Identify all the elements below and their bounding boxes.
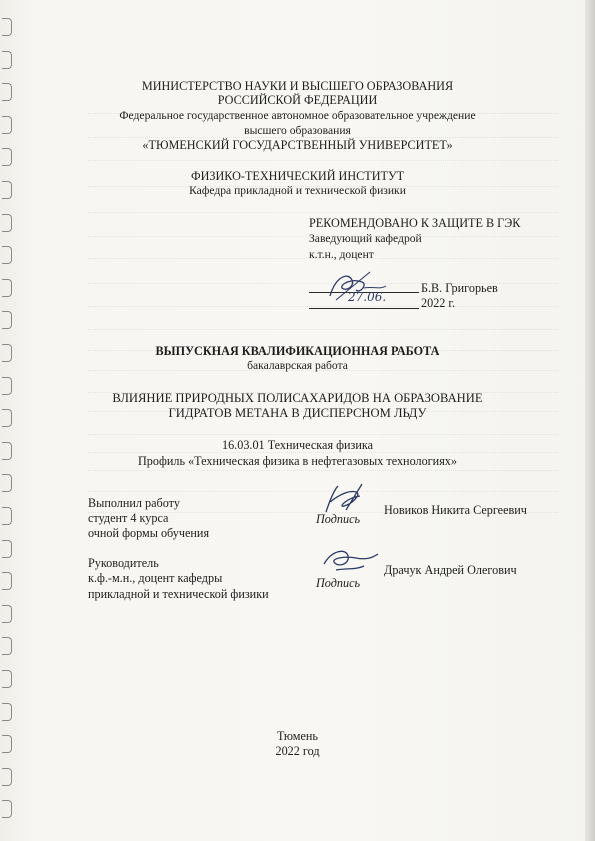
binding-ring (2, 279, 12, 297)
supervisor-signature-label: Подпись (316, 576, 361, 590)
footer-city: Тюмень (277, 729, 318, 743)
institution-line-2: высшего образования (244, 124, 351, 137)
binding-ring (2, 246, 12, 264)
footer-year: 2022 год (275, 744, 320, 758)
bleed-through-line (88, 434, 558, 436)
author-line-2: студент 4 курса (88, 511, 169, 525)
binding-ring (2, 311, 12, 329)
supervisor-line-3: прикладной и технической физики (88, 587, 269, 601)
approval-year: 2022 г. (421, 296, 456, 310)
binding-ring (2, 605, 12, 623)
work-subtype: бакалаврская работа (247, 359, 348, 372)
bleed-through-line (88, 160, 558, 162)
supervisor-line-2: к.ф.-м.н., доцент кафедры (88, 571, 223, 585)
approval-degree: к.т.н., доцент (309, 248, 374, 261)
ministry-line-2: РОССИЙСКОЙ ФЕДЕРАЦИИ (217, 93, 378, 107)
binding-ring (2, 540, 12, 558)
thesis-title-line-1: ВЛИЯНИЕ ПРИРОДНЫХ ПОЛИСАХАРИДОВ НА ОБРАЗОВАНИЕ (112, 391, 483, 405)
author-name: Новиков Никита Сергеевич (384, 503, 527, 517)
work-type: ВЫПУСКНАЯ КВАЛИФИКАЦИОННАЯ РАБОТА (155, 344, 440, 358)
author-line-3: очной формы обучения (88, 526, 210, 540)
profile: Профиль «Техническая физика в нефтегазовых технологиях» (137, 454, 457, 468)
institution-line-1: Федеральное государственное автономное образовательное учреждение (119, 109, 476, 122)
thesis-title-line-2: ГИДРАТОВ МЕТАНА В ДИСПЕРСНОМ ЛЬДУ (168, 406, 427, 420)
supervisor-name: Драчук Андрей Олегович (384, 563, 517, 577)
binding-ring (2, 18, 12, 36)
binding-ring (2, 670, 12, 688)
university-name: «ТЮМЕНСКИЙ ГОСУДАРСТВЕННЫЙ УНИВЕРСИТЕТ» (142, 138, 453, 152)
approval-title: РЕКОМЕНДОВАНО К ЗАЩИТЕ В ГЭК (309, 216, 521, 230)
binding-ring (2, 51, 12, 69)
supervisor-signature (316, 540, 386, 580)
binding-ring (2, 800, 12, 818)
bleed-through-line (88, 470, 558, 472)
binding-ring (2, 637, 12, 655)
specialty: 16.03.01 Техническая физика (221, 438, 374, 452)
binding-ring (2, 768, 12, 786)
binding-ring (2, 474, 12, 492)
approval-date-handwritten: 27.06. (348, 290, 387, 304)
author-signature-label: Подпись (316, 512, 361, 526)
supervisor-line-1: Руководитель (88, 556, 159, 570)
author-line-1: Выполнил работу (88, 496, 180, 510)
department-name: Кафедра прикладной и технической физики (189, 184, 406, 197)
binding-ring (2, 572, 12, 590)
bleed-through-line (88, 329, 558, 331)
binding-ring (2, 214, 12, 232)
binding-ring (2, 507, 12, 525)
institute-name: ФИЗИКО-ТЕХНИЧЕСКИЙ ИНСТИТУТ (190, 169, 405, 183)
bleed-through-line (88, 212, 558, 214)
approval-position: Заведующий кафедрой (309, 232, 422, 245)
ministry-line-1: МИНИСТЕРСТВО НАУКИ И ВЫСШЕГО ОБРАЗОВАНИЯ (141, 79, 454, 93)
binding-ring (2, 703, 12, 721)
approval-name: Б.В. Григорьев (421, 281, 498, 295)
approval-date-line (309, 308, 419, 309)
